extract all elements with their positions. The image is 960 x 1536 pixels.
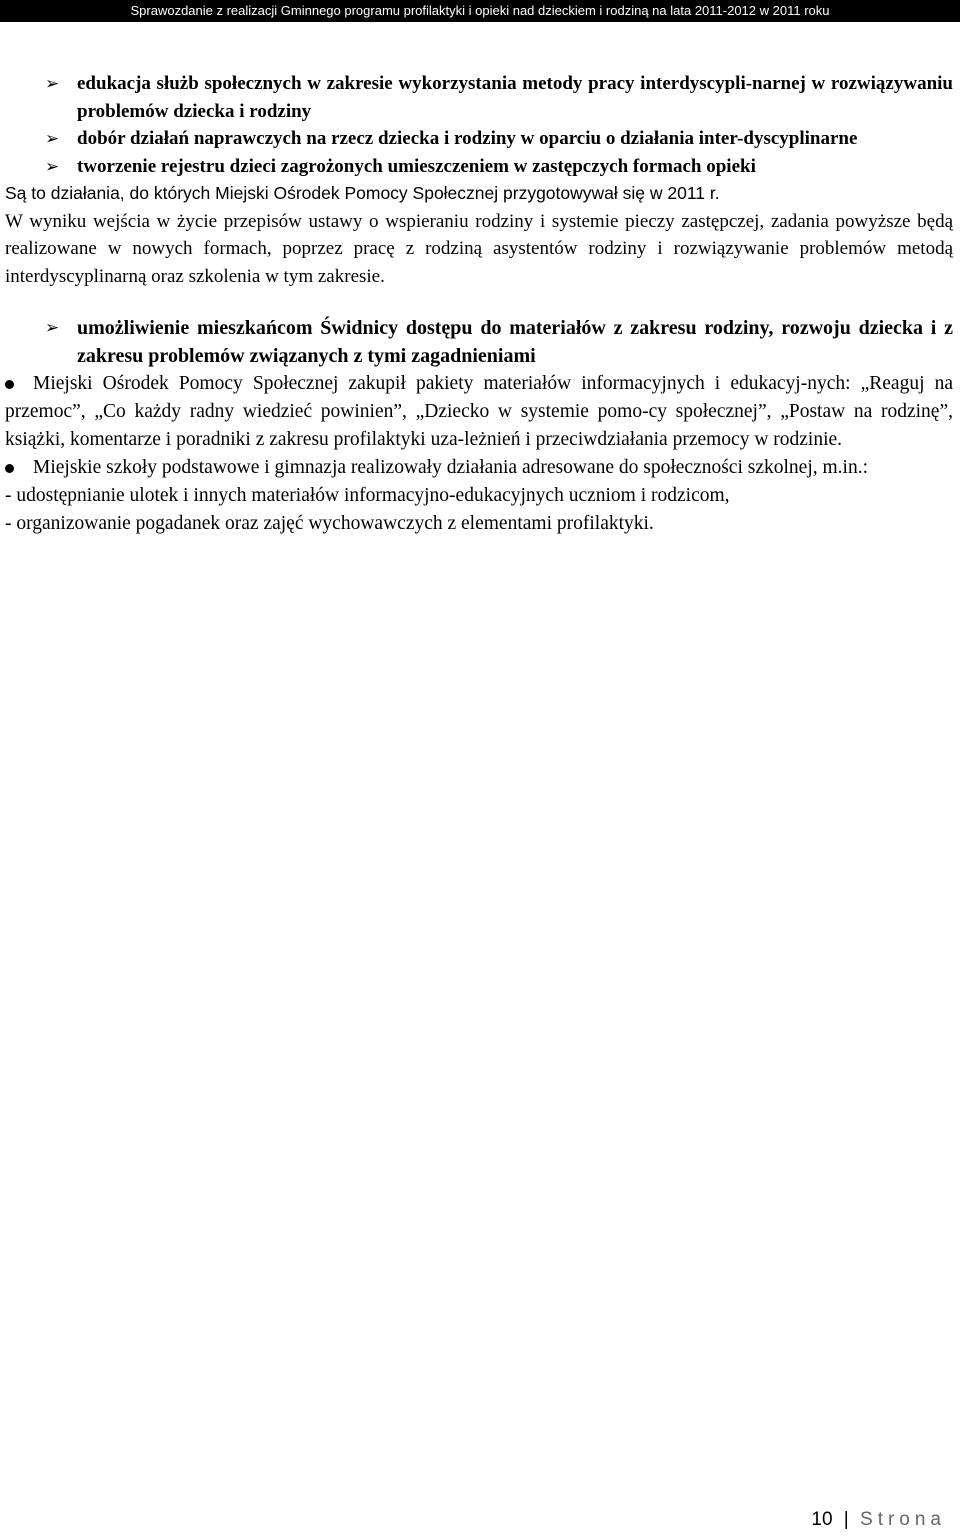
arrow-icon: ➢ — [45, 74, 60, 93]
header-title: Sprawozdanie z realizacji Gminnego programu profilaktyki i opieki nad dzieckiem i rodziną na lata 2011-2012 w 2011 roku — [130, 3, 830, 18]
arrow-icon: ➢ — [45, 318, 60, 337]
list-item-text: Miejskie szkoły podstawowe i gimnazja realizowały działania adresowane do społeczności szkolnej, m.in.: — [33, 457, 868, 478]
list-item-text: dobór działań naprawczych na rzecz dziecka i rodziny w oparciu o działania inter-dyscyplinarne — [77, 128, 858, 149]
paragraph-ustawa: W wyniku wejścia w życie przepisów ustawy o wspieraniu rodziny i systemie pieczy zastępczej, zadania powyższe będą realizowane w nowych formach, poprzez pracę z rodziną asystentów rodziny i rozwiązywanie problemów metodą interdyscyplinarną oraz szkolenia w tym zakresie. — [5, 210, 953, 287]
list-item — [5, 153, 953, 181]
list-item — [5, 70, 953, 125]
page-number: 10 — [811, 1509, 833, 1530]
arrow-icon: ➢ — [45, 129, 60, 148]
bullet-dot-icon — [5, 380, 14, 389]
bullet-dot-icon — [5, 464, 14, 473]
footer-separator: | — [843, 1509, 849, 1530]
dash-item: - organizowanie pogadanek oraz zajęć wychowawczych z elementami profilaktyki. — [5, 513, 654, 534]
section-heading — [5, 314, 953, 370]
list-item — [5, 370, 953, 454]
spacer — [5, 290, 953, 314]
running-header — [0, 0, 960, 22]
page-footer — [811, 1508, 946, 1532]
section-heading-text: umożliwienie mieszkańcom Świdnicy dostępu do materiałów z zakresu rodziny, rozwoju dziecka i z zakresu problemów związanych z tymi zagadnieniami — [77, 317, 953, 367]
document-body — [5, 70, 953, 538]
list-item — [5, 125, 953, 153]
footer-label: Strona — [860, 1509, 946, 1530]
list-item-text: edukacja służb społecznych w zakresie wykorzystania metody pracy interdyscypli-narnej w rozwiązywaniu problemów dziecka i rodziny — [77, 73, 953, 122]
list-item-text: Miejski Ośrodek Pomocy Społecznej zakupił pakiety materiałów informacyjnych i edukacyj-nych: „Reaguj na przemoc”, „Co każdy radny wiedzieć powinien”, „Dziecko w systemie pomo-cy społecznej”, „Postaw na rodzinę”, książki, komentarze i poradniki z zakresu profilaktyki uza-leżnień i przeciwdziałania przemocy w rodzinie. — [5, 373, 953, 450]
dash-item: - udostępnianie ulotek i innych materiałów informacyjno-edukacyjnych uczniom i rodzicom, — [5, 485, 730, 506]
paragraph-mops: Są to działania, do których Miejski Ośrodek Pomocy Społecznej przygotowywał się w 2011 r. — [5, 183, 720, 203]
list-item-text: tworzenie rejestru dzieci zagrożonych umieszczeniem w zastępczych formach opieki — [77, 155, 756, 177]
arrow-icon: ➢ — [45, 156, 60, 176]
list-item — [5, 454, 953, 482]
